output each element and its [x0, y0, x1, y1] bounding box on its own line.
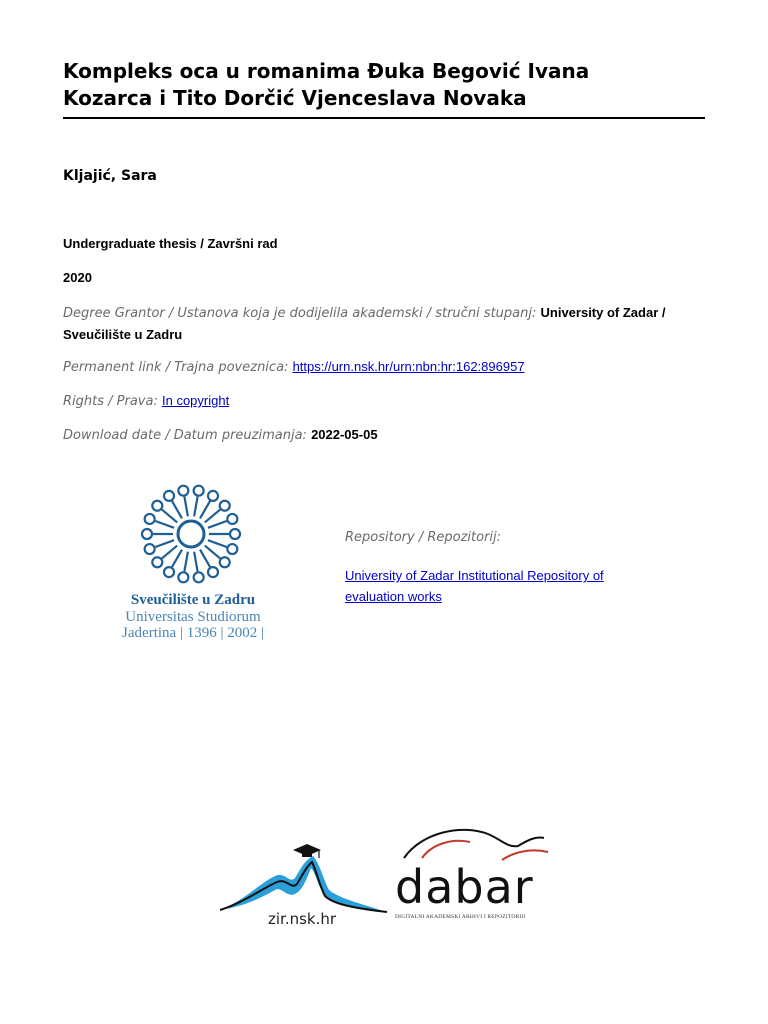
thesis-year: 2020 [63, 270, 92, 285]
zir-logo-text: zir.nsk.hr [268, 910, 337, 928]
university-name: Sveučilište u Zadru [130, 592, 256, 608]
permanent-link [63, 356, 703, 378]
thesis-type: Undergraduate thesis / Završni rad [63, 236, 278, 251]
dabar-logo-text: dabar [395, 860, 534, 914]
download-value: 2022-05-05 [311, 427, 378, 442]
permalink-url[interactable]: https://urn.nsk.hr/urn:nbn:hr:162:896957 [292, 359, 525, 374]
repository-link-wrap [345, 566, 645, 608]
title-line-1: Kompleks oca u romanima Đuka Begović Ivana [63, 59, 590, 83]
title-divider [63, 117, 705, 119]
author-name: Kljajić, Sara [63, 168, 157, 184]
rights-link[interactable]: In copyright [161, 393, 230, 408]
grantor-label: Degree Grantor / Ustanova koja je dodijelila akademski / stručni stupanj: [63, 306, 537, 321]
document-title [63, 58, 713, 112]
grantor-value: University of Zadar / Sveučilište u Zadru [63, 305, 666, 342]
rights-label: Rights / Prava: [63, 394, 158, 409]
degree-grantor [63, 302, 703, 346]
download-label: Download date / Datum preuzimanja: [63, 428, 307, 443]
university-latin-name: Universitas Studiorum [125, 609, 261, 625]
rights [63, 390, 703, 412]
repository-label: Repository / Repozitorij: [345, 530, 502, 545]
permalink-label: Permanent link / Trajna poveznica: [63, 360, 289, 375]
university-years: Jadertina | 1396 | 2002 | [122, 625, 264, 641]
repository-link[interactable]: University of Zadar Institutional Repository of evaluation works [345, 568, 604, 604]
download-date [63, 424, 703, 446]
title-line-2: Kozarca i Tito Dorčić Vjenceslava Novaka [63, 86, 527, 110]
dabar-subtitle: DIGITALNI AKADEMSKI ARHIVI I REPOZITORIJI [395, 914, 526, 920]
